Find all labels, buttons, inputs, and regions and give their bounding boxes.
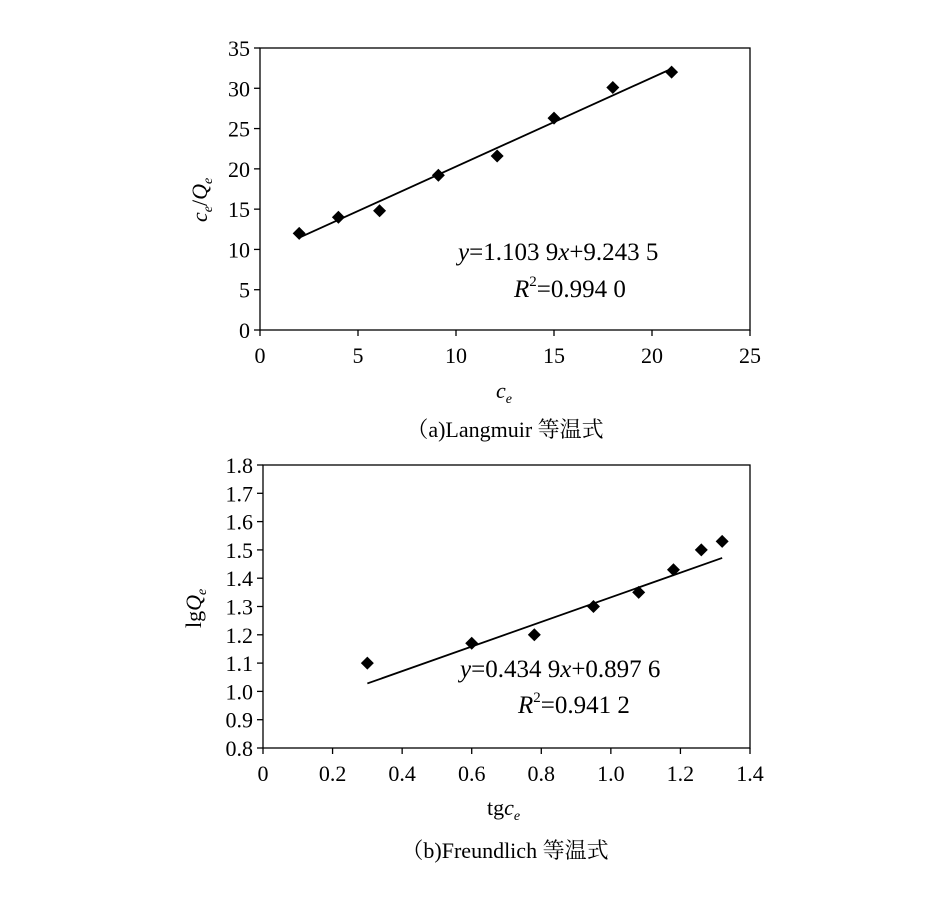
- y-tick-label: 30: [228, 76, 250, 102]
- y-tick-label: 1.0: [225, 679, 253, 705]
- y-axis-label-a: $c_e/Q_e$: [187, 177, 216, 222]
- data-point: [432, 169, 445, 182]
- y-tick-label: 25: [228, 116, 250, 142]
- plot-frame-b: [263, 465, 750, 748]
- x-tick-label: 20: [641, 343, 663, 368]
- y-tick-label: 0.9: [225, 707, 253, 733]
- axis-ticks-a: [228, 36, 761, 368]
- y-tick-label: 20: [228, 156, 250, 182]
- y-tick-label: 5: [239, 277, 250, 303]
- y-tick-label: 35: [228, 36, 250, 61]
- plot-frame-a: [260, 48, 750, 330]
- x-tick-label: 10: [445, 343, 467, 368]
- x-tick-label: 1.2: [666, 761, 695, 786]
- data-point: [606, 81, 619, 94]
- x-tick-label: 0: [257, 761, 269, 786]
- chart-langmuir: [187, 36, 761, 442]
- x-tick-label: 0.8: [527, 761, 556, 786]
- y-tick-label: 0: [239, 318, 250, 343]
- y-tick-label: 1.3: [225, 594, 253, 620]
- axis-ticks-b: [226, 453, 764, 786]
- y-tick-label: 10: [228, 237, 250, 263]
- data-point: [528, 628, 541, 641]
- data-point: [695, 543, 708, 556]
- equation-b: y=0.434 9x+0.897 6: [460, 656, 661, 683]
- x-tick-label: 25: [739, 343, 761, 368]
- x-tick-label: 15: [543, 343, 565, 368]
- data-point: [293, 227, 306, 240]
- y-axis-label-b: lgQ$_e$: [181, 588, 210, 628]
- fit-line-a: [299, 69, 671, 238]
- y-tick-label: 1.4: [225, 566, 253, 592]
- caption-b: （b)Freundlich 等温式: [401, 838, 609, 863]
- y-tick-label: 1.8: [225, 453, 253, 478]
- regression-line: [299, 69, 671, 238]
- data-point: [548, 112, 561, 125]
- x-axis-label-a: $c_e$: [496, 378, 512, 407]
- y-tick-label: 1.6: [225, 509, 253, 535]
- x-tick-label: 1.0: [597, 761, 625, 786]
- y-tick-label: 1.1: [225, 651, 253, 677]
- data-point: [716, 535, 729, 548]
- data-point: [491, 149, 504, 162]
- y-tick-label: 1.7: [225, 481, 253, 507]
- x-axis-label-b: tgc$_e$: [487, 795, 521, 824]
- caption-a: （a)Langmuir 等温式: [406, 417, 604, 442]
- data-point: [632, 586, 645, 599]
- data-points-b: [361, 535, 729, 670]
- r-squared-a: $R^2=0.994$ 0: [514, 274, 626, 303]
- x-tick-label: 0.4: [388, 761, 416, 786]
- y-tick-label: 1.5: [225, 537, 253, 563]
- data-point: [373, 204, 386, 217]
- equation-a: y=1.103 9x+9.243 5: [458, 239, 659, 266]
- data-point: [665, 66, 678, 79]
- y-tick-label: 0.8: [225, 736, 253, 761]
- r-squared-b: $R^2=0.941$ 2: [518, 690, 630, 719]
- y-tick-label: 15: [228, 197, 250, 223]
- data-point: [361, 657, 374, 670]
- chart-freundlich: [181, 453, 764, 863]
- x-tick-label: 0.6: [457, 761, 486, 786]
- x-tick-label: 5: [352, 343, 364, 368]
- x-tick-label: 1.4: [736, 761, 764, 786]
- y-tick-label: 1.2: [225, 622, 253, 648]
- x-tick-label: 0.2: [318, 761, 347, 786]
- x-tick-label: 0: [254, 343, 266, 368]
